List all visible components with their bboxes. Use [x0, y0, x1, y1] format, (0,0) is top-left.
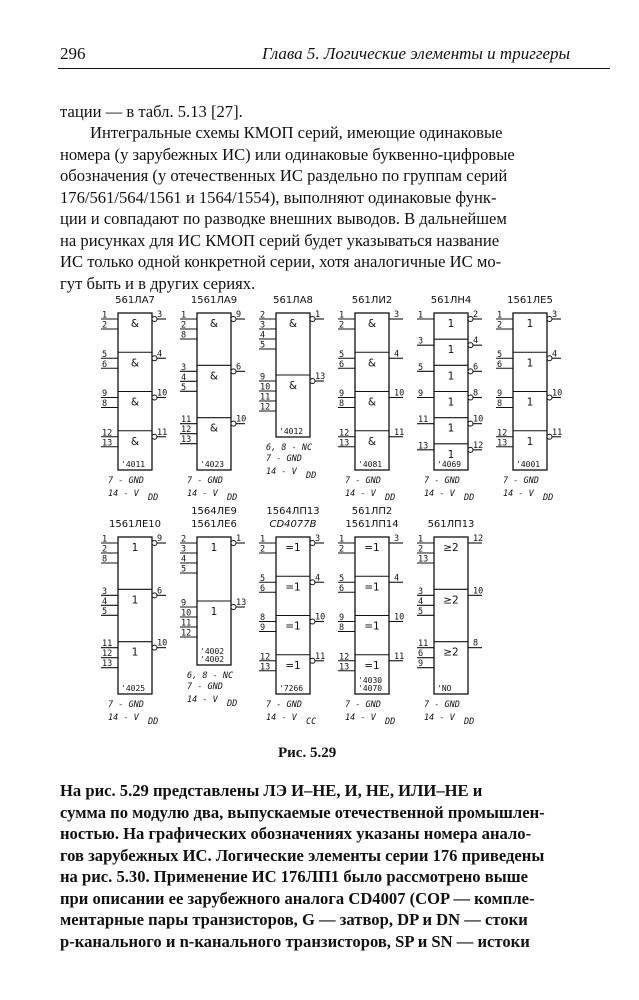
pin-number: 2 [339, 320, 345, 331]
pin-number: 1 [339, 534, 345, 545]
pin-number: 9 [102, 389, 108, 399]
gate-symbol: 1 [131, 542, 139, 554]
text-line: сумма по модулю два, выпускаемые отечественной промышлен- [60, 802, 545, 822]
paragraph-figure-description [60, 780, 545, 952]
power-gnd: 7 - GND [187, 682, 223, 692]
pin-number: 12 [102, 428, 113, 439]
pin-number: 10 [473, 414, 484, 425]
gate-symbol: & [209, 422, 219, 435]
pin-number: 8 [181, 330, 187, 341]
pin-number: 5 [418, 362, 424, 373]
pin-number: 10 [473, 586, 484, 597]
pin-number: 1 [102, 310, 108, 321]
power-vdd: 14 - V [503, 489, 534, 499]
analog-ref: 'NO [437, 684, 452, 693]
pin-number: 9 [181, 598, 187, 609]
gate-symbol: =1 [285, 542, 301, 554]
gate-symbol: 1 [447, 318, 455, 330]
pin-number: 2 [102, 320, 108, 331]
pin-number: 3 [315, 534, 321, 544]
pin-number: 1 [418, 310, 424, 321]
power-gnd: 7 - GND [266, 700, 302, 710]
pin-number: 3 [394, 310, 400, 320]
pin-number: 11 [102, 639, 113, 650]
pin-number: 12 [260, 402, 271, 413]
text-line: номера (у зарубежных ИС) или одинаковые буквенно-цифровые [60, 144, 515, 164]
pin-number: 12 [497, 428, 508, 439]
pin-number: 2 [418, 544, 424, 555]
chip-body [118, 537, 152, 694]
pin-number: 10 [260, 382, 271, 393]
text-line: на рис. 5.30. Применение ИС 176ЛП1 было рассмотрено выше [60, 867, 529, 886]
pin-number: 5 [418, 606, 424, 617]
pin-number: 10 [552, 388, 563, 399]
gate-symbol: & [209, 370, 219, 383]
pin-number: 1 [181, 310, 187, 321]
gate-symbol: 1 [526, 318, 534, 330]
analog-ref: '4023 [200, 460, 225, 469]
text-line: Интегральные схемы КМОП серий, имеющие одинаковые [90, 123, 503, 142]
gate-symbol: & [209, 318, 219, 330]
pin-number: 1 [260, 534, 266, 545]
pin-number: 6 [157, 586, 163, 597]
text-line: обозначения (у отечественных ИС раздельно по группам серий [60, 166, 508, 185]
pin-number: 5 [181, 564, 187, 575]
pin-number: 2 [181, 534, 187, 545]
pin-number: 1 [102, 534, 108, 545]
nc-note: 6, 8 - NC [266, 443, 313, 453]
analog-ref: '4069 [437, 460, 462, 469]
pin-number: 10 [236, 414, 247, 425]
chip-title: 561ЛА8 [273, 295, 313, 306]
running-header: Глава 5. Логические элементы и триггеры [262, 44, 571, 63]
pin-number: 11 [157, 427, 168, 438]
pin-number: 13 [339, 438, 350, 449]
chip-title: 1561ЛЕ10 [108, 519, 162, 530]
pin-number: 9 [497, 389, 503, 399]
power-gnd: 7 - GND [345, 700, 381, 710]
pin-number: 2 [260, 544, 266, 555]
analog-ref: '4012 [279, 427, 304, 436]
pin-number: 9 [418, 659, 424, 670]
power-subscript: DD [148, 493, 159, 503]
pin-number: 10 [315, 612, 326, 623]
pin-number: 9 [236, 310, 242, 320]
chip-body [434, 537, 468, 694]
power-gnd: 7 - GND [187, 476, 223, 486]
power-vdd: 14 - V [424, 713, 455, 723]
gate-symbol: =1 [364, 620, 380, 633]
pin-number: 5 [181, 382, 187, 393]
pin-number: 6 [260, 583, 266, 594]
pin-number: 13 [315, 372, 326, 382]
power-vdd: 14 - V [187, 695, 218, 705]
gate-symbol: 1 [447, 370, 455, 383]
chip-title-alt: 1561ЛЕ6 [191, 519, 237, 530]
pin-number: 3 [418, 586, 424, 597]
pin-number: 13 [236, 598, 247, 608]
chip-title: 1561ЛЕ5 [507, 295, 553, 306]
pin-number: 4 [260, 330, 266, 341]
chip-title: 561ЛН4 [430, 295, 472, 306]
gate-symbol: ≥2 [443, 542, 459, 554]
power-gnd: 7 - GND [266, 454, 302, 464]
pin-number: 6 [497, 359, 503, 370]
pin-number: 4 [394, 573, 400, 584]
gate-symbol: & [367, 396, 377, 409]
text-line: На рис. 5.29 представлены ЛЭ И–НЕ, И, НЕ, ИЛИ–НЕ и [60, 781, 483, 800]
pin-number: 11 [394, 651, 405, 662]
power-subscript: DD [385, 493, 396, 503]
pin-number: 11 [181, 618, 192, 629]
pin-number: 9 [339, 389, 345, 399]
pin-number: 11 [260, 392, 271, 403]
power-gnd: 7 - GND [345, 476, 381, 486]
power-vdd: 14 - V [266, 713, 297, 723]
pin-number: 11 [418, 639, 429, 650]
text-line: на рисунках для ИС КМОП серий будет указываться название [60, 230, 500, 250]
analog-ref: '4001 [516, 460, 541, 469]
text-line: гов зарубежных ИС. Логические элементы серии 176 приведены [60, 845, 545, 865]
power-subscript: CC [306, 717, 317, 727]
pin-number: 12 [181, 628, 192, 639]
gate-symbol: =1 [364, 581, 380, 594]
pin-number: 12 [102, 649, 113, 660]
pin-number: 2 [260, 310, 266, 321]
pin-number: 4 [394, 349, 400, 360]
gate-symbol: & [367, 435, 377, 448]
gate-symbol: 1 [447, 344, 455, 357]
pin-number: 13 [418, 441, 429, 452]
pin-number: 3 [394, 534, 400, 544]
gate-symbol: 1 [447, 422, 455, 435]
analog-ref: '4070 [358, 684, 383, 693]
pin-number: 5 [260, 340, 266, 351]
text-line: p-канального и n-канального транзисторов, SP и SN — истоки [60, 931, 530, 951]
gate-symbol: & [367, 318, 377, 330]
power-gnd: 7 - GND [424, 700, 460, 710]
power-gnd: 7 - GND [108, 700, 144, 710]
pin-number: 3 [157, 310, 163, 320]
gate-symbol: 1 [210, 606, 218, 618]
chip-title: 561ЛИ2 [351, 295, 393, 306]
gate-symbol: 1 [131, 646, 139, 659]
gate-symbol: & [130, 318, 140, 330]
pin-number: 3 [552, 310, 558, 320]
pin-number: 4 [181, 554, 187, 565]
pin-number: 10 [157, 388, 168, 399]
pin-number: 3 [181, 362, 187, 373]
pin-number: 12 [339, 428, 350, 439]
pin-number: 4 [181, 372, 187, 383]
pin-number: 5 [260, 573, 266, 584]
power-subscript: DD [464, 493, 475, 503]
pin-number: 5 [102, 349, 108, 360]
gate-symbol: =1 [364, 542, 380, 554]
pin-number: 12 [260, 652, 271, 663]
pin-number: 4 [315, 573, 321, 584]
chip-title: 1564ЛЕ9 [191, 506, 237, 517]
text-line: ции и совпадают по разводке внешних выводов. В дальнейшем [60, 209, 507, 228]
text-line: ностью. На графических обозначениях указаны номера анало- [60, 824, 532, 843]
pin-number: 2 [497, 320, 503, 331]
pin-number: 8 [473, 388, 479, 399]
gate-symbol: ≥2 [443, 594, 459, 607]
chip-title: 561ЛП13 [427, 519, 475, 530]
power-subscript: DD [227, 699, 238, 709]
pin-number: 6 [236, 362, 242, 373]
pin-number: 5 [339, 349, 345, 360]
analog-ref: '4081 [358, 460, 383, 469]
gate-symbol: & [130, 357, 140, 370]
pin-number: 6 [418, 649, 424, 660]
chip-title: 561ЛП2 [351, 506, 393, 517]
analog-ref: '7266 [279, 684, 304, 693]
power-vdd: 14 - V [424, 489, 455, 499]
pin-number: 3 [260, 320, 266, 331]
pin-number: 12 [473, 534, 484, 544]
pin-number: 4 [473, 336, 479, 347]
chip-body [197, 313, 231, 470]
pin-number: 2 [473, 310, 479, 320]
pin-number: 9 [339, 613, 345, 623]
pin-number: 8 [102, 399, 108, 409]
gate-symbol: 1 [526, 435, 534, 448]
gate-symbol: 1 [447, 448, 455, 461]
pin-number: 4 [418, 596, 424, 607]
pin-number: 5 [339, 573, 345, 584]
pin-number: 2 [339, 544, 345, 555]
gate-symbol: & [288, 318, 298, 330]
pin-number: 12 [473, 440, 484, 451]
pin-number: 2 [102, 544, 108, 555]
pin-number: 9 [260, 372, 266, 383]
text-line: при описании ее зарубежного аналога CD4007 (COP — компле- [60, 888, 535, 908]
pin-number: 6 [102, 359, 108, 370]
power-vdd: 14 - V [187, 489, 218, 499]
analog-ref: '4002 [200, 655, 225, 664]
power-vdd: 14 - V [108, 489, 139, 499]
power-gnd: 7 - GND [424, 476, 460, 486]
pin-number: 1 [236, 534, 242, 544]
pin-number: 10 [157, 638, 168, 649]
gate-symbol: 1 [526, 396, 534, 409]
gate-symbol: =1 [285, 581, 301, 594]
pin-number: 9 [157, 534, 163, 544]
pin-number: 12 [181, 425, 192, 436]
pin-number: 9 [260, 623, 266, 633]
pin-number: 8 [260, 613, 266, 623]
gate-symbol: 1 [210, 542, 218, 554]
chip-title: 561ЛА7 [115, 295, 155, 306]
pin-number: 4 [157, 349, 163, 360]
nc-note: 6, 8 - NC [187, 671, 234, 681]
pin-number: 9 [418, 389, 424, 399]
gate-symbol: 1 [526, 357, 534, 370]
pin-number: 8 [339, 623, 345, 633]
pin-number: 10 [394, 612, 405, 623]
power-vdd: 14 - V [266, 467, 297, 477]
pin-number: 3 [102, 586, 108, 597]
pin-number: 11 [418, 415, 429, 426]
pin-number: 6 [473, 362, 479, 373]
pin-number: 4 [552, 349, 558, 360]
pin-number: 11 [315, 651, 326, 662]
pin-number: 4 [102, 596, 108, 607]
pin-number: 8 [473, 638, 479, 649]
pin-number: 13 [181, 435, 192, 446]
pin-number: 6 [339, 583, 345, 594]
gate-symbol: =1 [285, 620, 301, 633]
pin-number: 3 [418, 336, 424, 347]
power-subscript: DD [306, 471, 317, 481]
power-vdd: 14 - V [108, 713, 139, 723]
pin-number: 10 [394, 388, 405, 399]
text-line: тации — в табл. 5.13 [27]. [60, 102, 243, 121]
pin-number: 8 [497, 399, 503, 409]
power-subscript: DD [543, 493, 554, 503]
gate-symbol: =1 [285, 659, 301, 672]
pin-number: 6 [339, 359, 345, 370]
pin-number: 5 [102, 606, 108, 617]
gate-symbol: & [367, 357, 377, 370]
analog-ref: '4030 [358, 676, 383, 685]
pin-number: 10 [181, 608, 192, 619]
pin-number: 1 [497, 310, 503, 321]
chip-title: 1564ЛП13 [266, 506, 320, 517]
page-number: 296 [60, 44, 86, 63]
chip-title-alt: CD4077B [269, 519, 317, 530]
text-line: 176/561/564/1561 и 1564/1554), выполняют одинаковые функ- [60, 187, 497, 207]
chip-title: 1561ЛА9 [190, 295, 238, 306]
pin-number: 11 [394, 427, 405, 438]
pin-number: 3 [181, 544, 187, 555]
gate-symbol: & [130, 396, 140, 409]
chip-title-alt: 1561ЛП14 [345, 519, 399, 530]
pin-number: 1 [418, 534, 424, 545]
pin-number: 8 [102, 554, 108, 565]
gate-symbol: 1 [447, 396, 455, 409]
power-subscript: DD [148, 717, 159, 727]
gate-symbol: & [288, 380, 298, 392]
pin-number: 13 [339, 662, 350, 673]
gate-symbol: ≥2 [443, 646, 459, 659]
pin-number: 13 [418, 554, 429, 565]
pin-number: 11 [552, 427, 563, 438]
gate-symbol: =1 [364, 659, 380, 672]
pin-number: 13 [260, 662, 271, 673]
power-subscript: DD [227, 493, 238, 503]
power-gnd: 7 - GND [503, 476, 539, 486]
power-vdd: 14 - V [345, 489, 376, 499]
pin-number: 13 [102, 659, 113, 670]
pin-number: 1 [339, 310, 345, 321]
pin-number: 11 [181, 415, 192, 426]
pin-number: 5 [497, 349, 503, 360]
analog-ref: '4011 [121, 460, 146, 469]
power-subscript: DD [385, 717, 396, 727]
power-vdd: 14 - V [345, 713, 376, 723]
gate-symbol: 1 [131, 594, 139, 607]
pin-number: 13 [497, 438, 508, 449]
figure-caption: Рис. 5.29 [278, 745, 337, 761]
pin-number: 8 [339, 399, 345, 409]
power-subscript: DD [464, 717, 475, 727]
gate-symbol: & [130, 435, 140, 448]
text-line: ментарные пары транзисторов, G — затвор, DP и DN — стоки [60, 910, 528, 929]
analog-ref: '4002 [200, 647, 225, 656]
power-gnd: 7 - GND [108, 476, 144, 486]
pin-number: 1 [315, 310, 321, 320]
text-line: гут быть и в других сериях. [60, 273, 256, 293]
text-line: ИС только одной конкретной серии, хотя аналогичные ИС мо- [60, 252, 502, 271]
pin-number: 12 [339, 652, 350, 663]
analog-ref: '4025 [121, 684, 146, 693]
pin-number: 2 [181, 320, 187, 331]
pin-number: 13 [102, 438, 113, 449]
